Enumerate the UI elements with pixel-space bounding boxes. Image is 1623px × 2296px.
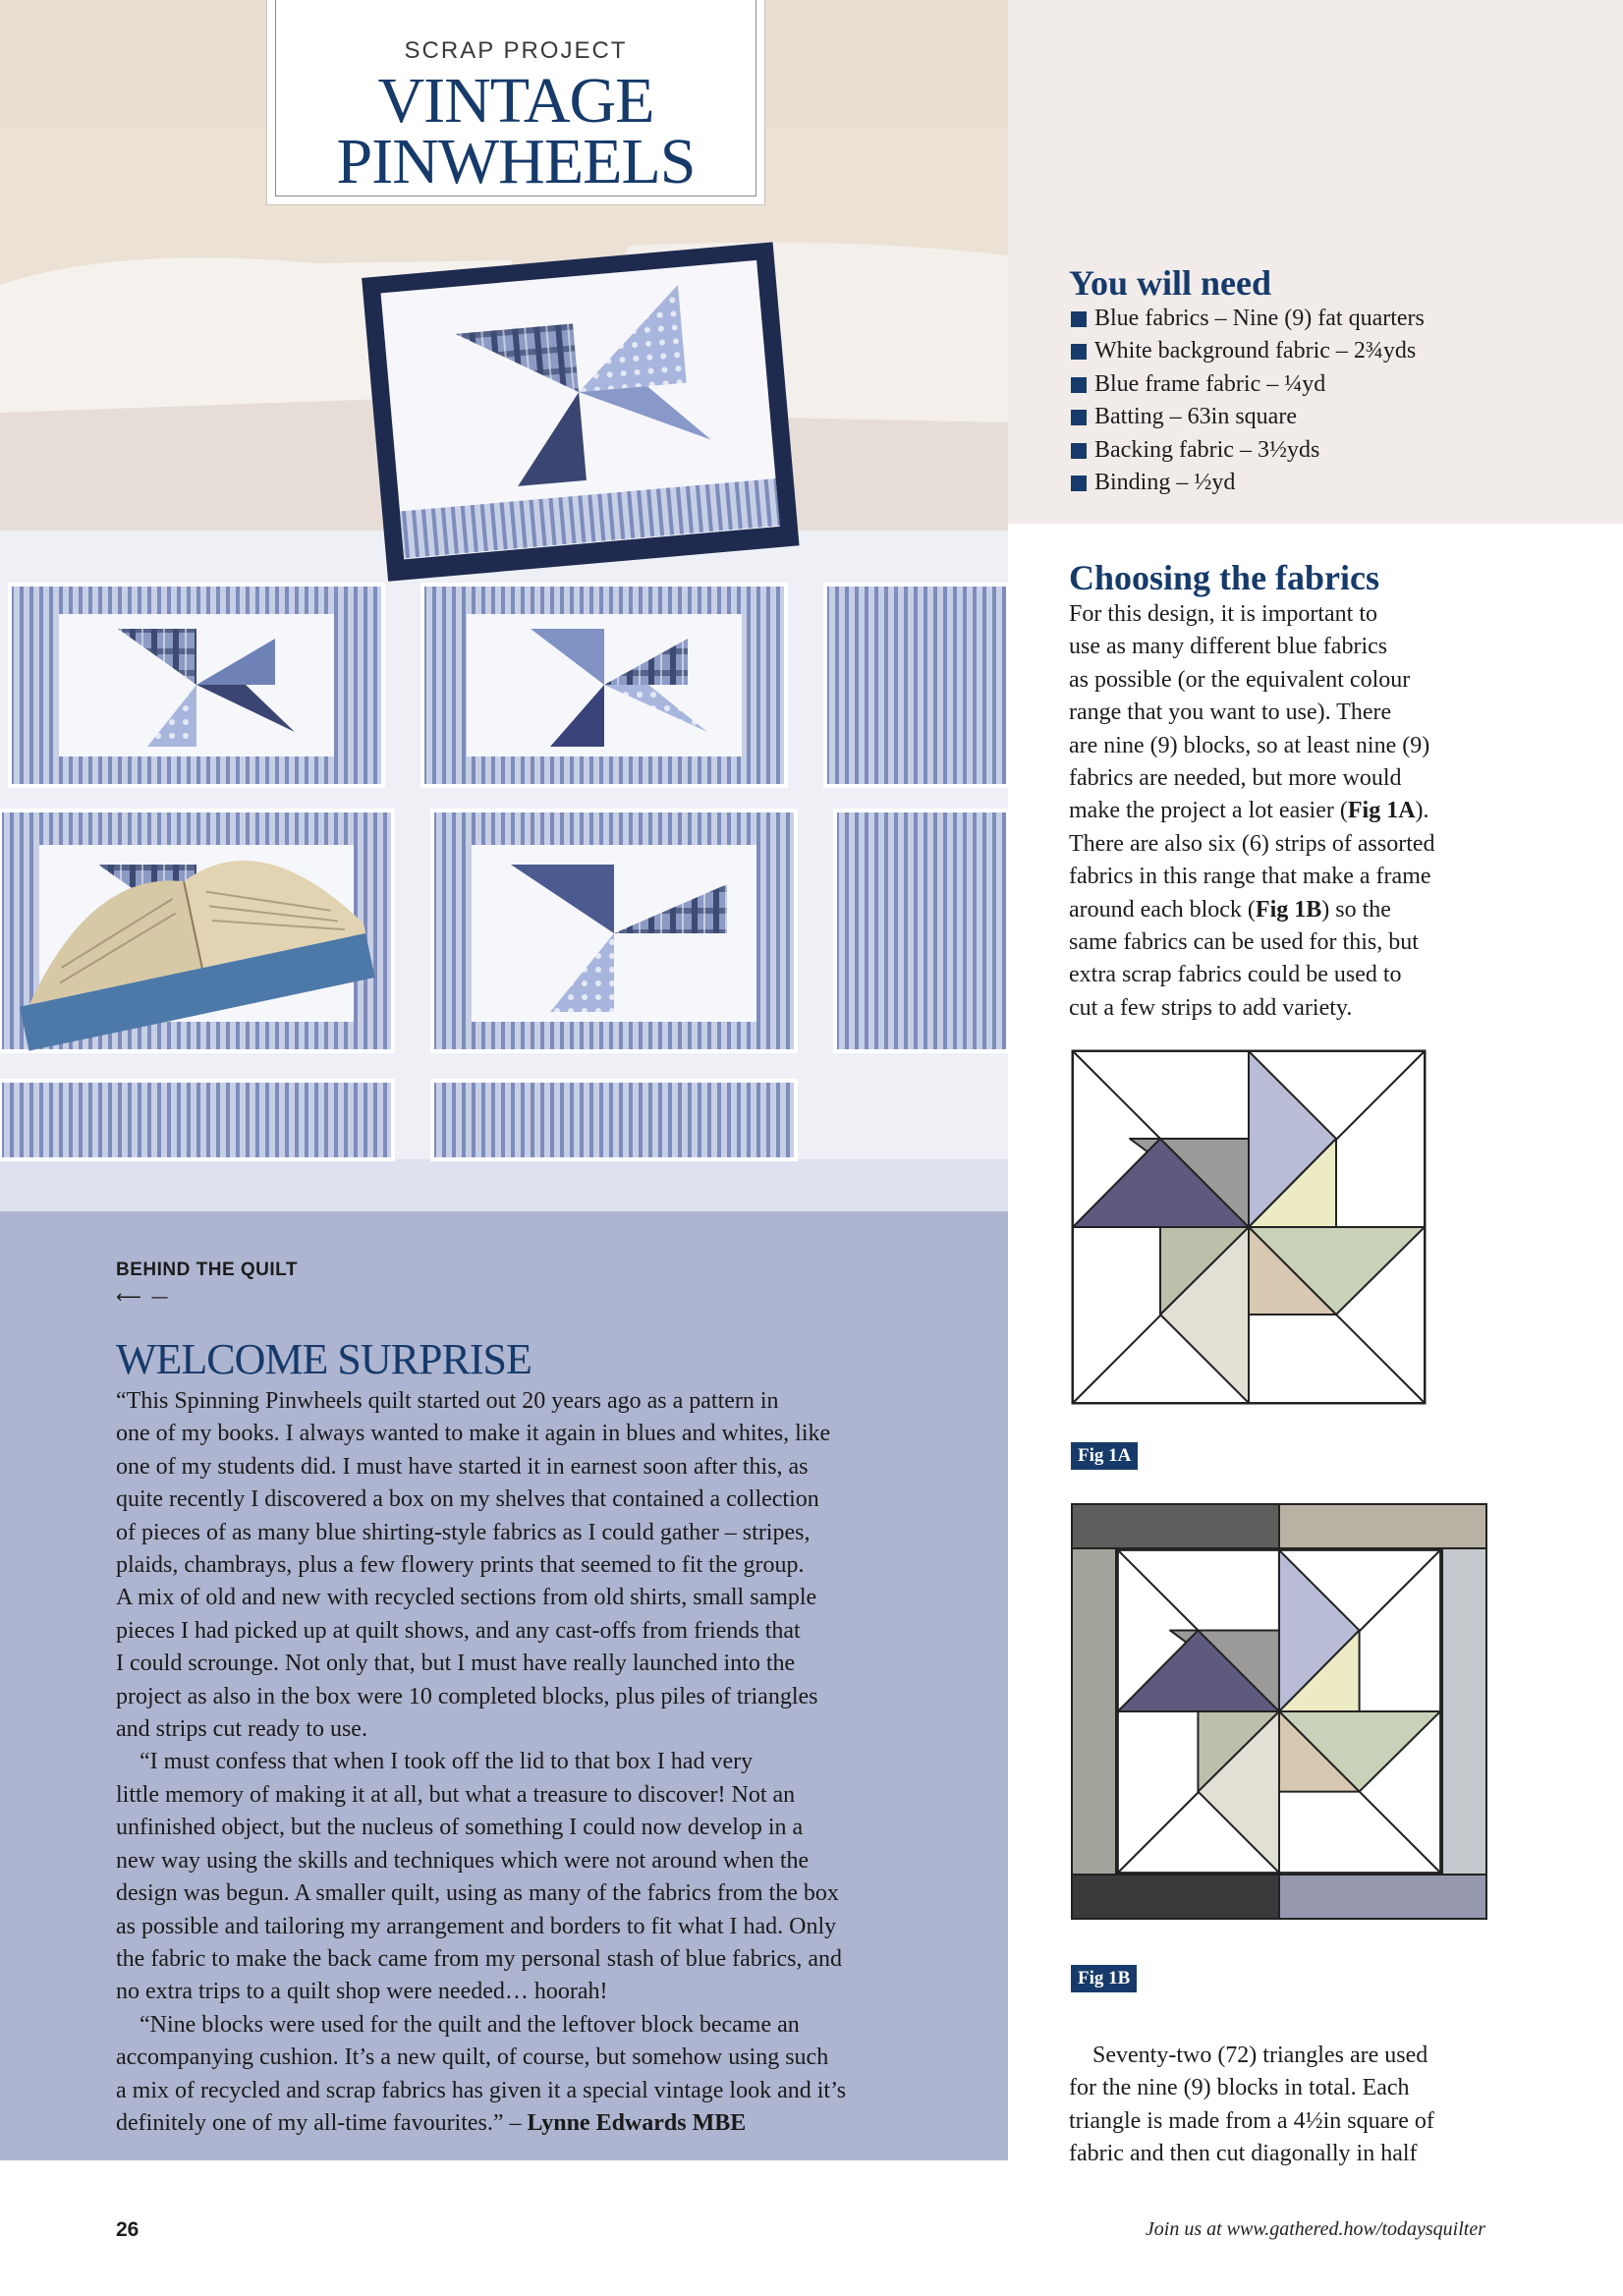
text-line [1069, 795, 1501, 827]
behind-the-quilt-kicker: BEHIND THE QUILT [116, 1260, 298, 1280]
text-line [1069, 894, 1501, 926]
page-number: 26 [116, 2218, 140, 2241]
text-fragment: around each block ( [1069, 896, 1256, 923]
text-line: unfinished object, but the nucleus of something I could now develop in a [116, 1815, 804, 1841]
text-line [116, 2107, 961, 2140]
text-line: design was begun. A smaller quilt, using as many of the fabrics from the box [116, 1880, 839, 1907]
text-line: project as also in the box were 10 completed blocks, plus piles of triangles [116, 1683, 818, 1709]
fig-1a-pinwheel-diagram [1071, 1049, 1427, 1405]
materials-list-item: Backing fabric – 3½yds [1069, 434, 1425, 467]
materials-list [1069, 303, 1425, 499]
text-line: same fabrics can be used for this, but [1069, 929, 1419, 956]
you-will-need-heading: You will need [1069, 263, 1272, 303]
fig-1a-label: Fig 1A [1071, 1442, 1138, 1470]
fig-1b-label: Fig 1B [1071, 1965, 1137, 1992]
text-line: the fabric to make the back came from my personal stash of blue fabrics, and [116, 1945, 843, 1972]
choosing-fabrics-text [1069, 598, 1501, 1025]
text-line: as possible and tailoring my arrangement and borders to fit what I had. Only [116, 1913, 837, 1939]
text-line: A mix of old and new with recycled sections from old shirts, small sample [116, 1585, 817, 1611]
triangles-text [1069, 2040, 1501, 2171]
text-line: For this design, it is important to [1069, 601, 1378, 627]
text-fragment: definitely one of my all-time favourites.” – [116, 2109, 528, 2136]
text-line: plaids, chambrays, plus a few flowery prints that seemed to fit the group. [116, 1552, 805, 1579]
text-line: one of my students did. I must have started it in earnest soon after this, as [116, 1453, 809, 1480]
choosing-fabrics-heading: Choosing the fabrics [1069, 558, 1380, 597]
frame-strip-left [1072, 1548, 1116, 1875]
text-line: “This Spinning Pinwheels quilt started out 20 years ago as a pattern in [116, 1388, 779, 1414]
title-box-frame [275, 0, 756, 196]
text-fragment: ). [1415, 798, 1429, 824]
welcome-surprise-heading: WELCOME SURPRISE [116, 1335, 532, 1383]
text-line: new way using the skills and techniques which were not around when the [116, 1847, 810, 1874]
text-line: fabrics in this range that make a frame [1069, 864, 1431, 890]
footer-website-link[interactable]: Join us at www.gathered.how/todaysquilter [1145, 2218, 1485, 2240]
frame-strip-bottom-right [1279, 1875, 1486, 1919]
text-line: a mix of recycled and scrap fabrics has given it a special vintage look and it’s [116, 2077, 847, 2103]
page-title-line-2: PINWHEELS [336, 126, 696, 197]
left-arrow-icon: ⟵ — [116, 1287, 171, 1308]
text-line: use as many different blue fabrics [1069, 634, 1388, 660]
text-line: fabrics are needed, but more would [1069, 765, 1402, 792]
text-line: for the nine (9) blocks in total. Each [1069, 2075, 1410, 2101]
title-box [267, 0, 764, 204]
materials-list-item: Binding – ½yd [1069, 467, 1425, 499]
frame-strip-bottom-left [1072, 1875, 1279, 1919]
text-fragment: ) so the [1321, 896, 1391, 923]
text-line: There are also six (6) strips of assorted [1069, 830, 1435, 857]
welcome-surprise-text [116, 1385, 961, 2140]
text-line: I could scrounge. Not only that, but I must have really launched into the [116, 1651, 796, 1677]
author-name: Lynne Edwards MBE [527, 2109, 747, 2136]
fig-1b-framed-block-diagram [1071, 1503, 1487, 1920]
frame-strip-top-right [1279, 1504, 1486, 1548]
text-line: accompanying cushion. It’s a new quilt, of course, but somehow using such [116, 2044, 829, 2071]
text-line: are nine (9) blocks, so at least nine (9) [1069, 732, 1430, 758]
text-line: quite recently I discovered a box on my shelves that contained a collection [116, 1486, 819, 1513]
text-line: “Nine blocks were used for the quilt and the leftover block became an [140, 2011, 800, 2038]
page-title-line-1: VINTAGE [377, 65, 654, 137]
text-line: little memory of making it at all, but what a treasure to discover! Not an [116, 1781, 796, 1808]
text-line: triangle is made from a 4½in square of [1069, 2107, 1434, 2134]
text-line: fabric and then cut diagonally in half [1069, 2141, 1418, 2167]
fig-1a-reference: Fig 1A [1347, 798, 1416, 824]
text-line: range that you want to use). There [1069, 700, 1392, 726]
fig-1b-reference: Fig 1B [1255, 896, 1322, 923]
materials-list-item: Batting – 63in square [1069, 401, 1425, 433]
materials-list-item: Blue fabrics – Nine (9) fat quarters [1069, 303, 1425, 335]
text-line: no extra trips to a quilt shop were needed… hoorah! [116, 1979, 608, 2005]
frame-strip-top-left [1072, 1504, 1279, 1548]
text-line: extra scrap fabrics could be used to [1069, 962, 1402, 988]
text-line: and strips cut ready to use. [116, 1716, 367, 1743]
text-line: of pieces of as many blue shirting-style fabrics as I could gather – stripes, [116, 1519, 811, 1545]
materials-list-item: Blue frame fabric – ¼yd [1069, 368, 1425, 401]
text-line: pieces I had picked up at quilt shows, and any cast-offs from friends that [116, 1617, 801, 1644]
text-line: as possible (or the equivalent colour [1069, 666, 1411, 693]
frame-strip-right [1442, 1548, 1486, 1875]
text-line: one of my books. I always wanted to make it again in blues and whites, like [116, 1421, 831, 1447]
text-line: cut a few strips to add variety. [1069, 994, 1353, 1021]
project-kicker: SCRAP PROJECT [404, 37, 628, 64]
text-fragment: make the project a lot easier ( [1069, 798, 1348, 824]
text-line: “I must confess that when I took off the lid to that box I had very [140, 1749, 754, 1775]
text-line: Seventy-two (72) triangles are used [1092, 2043, 1428, 2068]
materials-list-item: White background fabric – 2¾yds [1069, 335, 1425, 367]
